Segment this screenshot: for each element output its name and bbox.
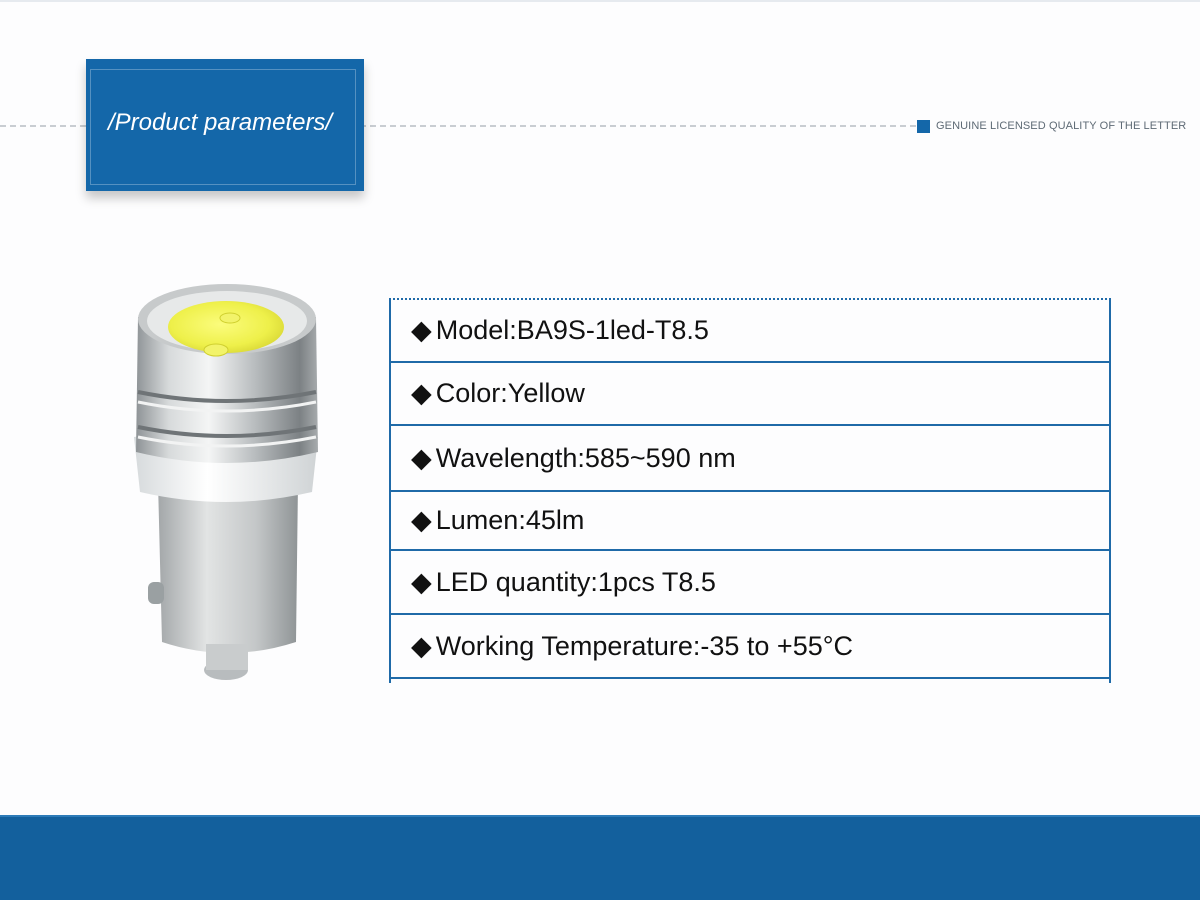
section-title: /Product parameters/	[108, 109, 333, 136]
spec-row-working-temperature	[391, 615, 1109, 679]
diamond-bullet-icon: ◆	[411, 378, 432, 408]
spec-row-color	[391, 363, 1109, 426]
tagline	[917, 119, 1186, 133]
diamond-bullet-icon: ◆	[411, 566, 432, 597]
diamond-bullet-icon: ◆	[411, 505, 432, 535]
diamond-bullet-icon: ◆	[411, 630, 432, 661]
section-header-box	[86, 59, 364, 191]
top-rule	[0, 0, 1200, 2]
spec-table	[389, 298, 1111, 683]
footer-band	[0, 815, 1200, 900]
spec-text: Model:BA9S-1led-T8.5	[435, 315, 709, 345]
spec-text: Lumen:45lm	[435, 505, 585, 535]
spec-row-led-quantity	[391, 551, 1109, 615]
spec-row-model	[391, 300, 1109, 363]
diamond-bullet-icon: ◆	[411, 315, 432, 345]
spec-text: LED quantity:1pcs T8.5	[435, 566, 716, 597]
diamond-bullet-icon: ◆	[411, 442, 432, 473]
spec-row-lumen	[391, 492, 1109, 551]
spec-text: Working Temperature:-35 to +55°C	[435, 630, 854, 661]
tagline-text: GENUINE LICENSED QUALITY OF THE LETTER	[936, 120, 1187, 132]
spec-text: Color:Yellow	[435, 378, 585, 408]
blue-square-icon	[917, 120, 930, 133]
spec-text: Wavelength:585~590 nm	[435, 442, 736, 473]
footer-highlight-line	[0, 815, 1200, 817]
product-image-led-bulb	[126, 282, 326, 687]
spec-row-wavelength	[391, 426, 1109, 492]
